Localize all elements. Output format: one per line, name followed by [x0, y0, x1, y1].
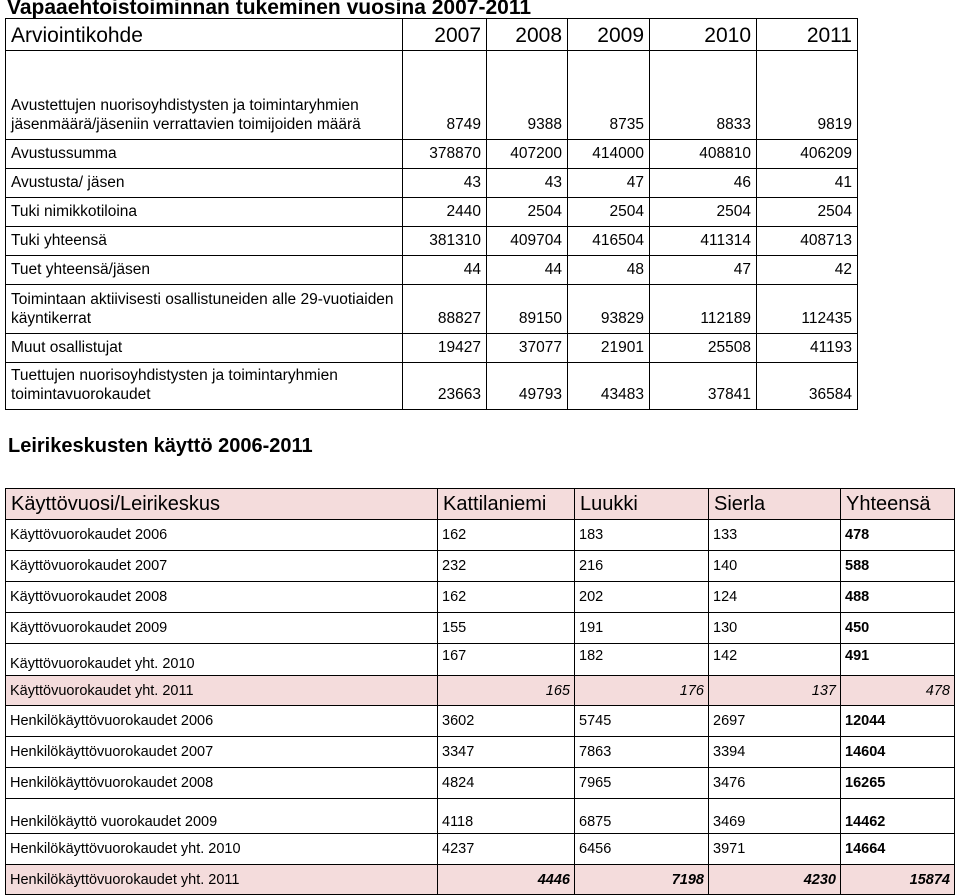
cell-value: 2504 [757, 198, 858, 227]
row-label: Henkilökäyttövuorokaudet 2008 [6, 768, 438, 799]
row-label: Käyttövuorokaudet 2008 [6, 582, 438, 613]
cell-value: 41193 [757, 334, 858, 363]
cell-value: 3602 [438, 706, 575, 737]
cell-value: 37077 [487, 334, 568, 363]
cell-value: 381310 [403, 227, 487, 256]
column-header: Luukki [575, 489, 709, 520]
table-row [6, 737, 955, 768]
cell-value: 162 [438, 582, 575, 613]
table-row [6, 613, 955, 644]
table-row [6, 865, 955, 895]
cell-value: 8735 [568, 51, 650, 140]
table-row [6, 582, 955, 613]
cell-value: 6456 [575, 834, 709, 865]
cell-value: 48 [568, 256, 650, 285]
cell-value: 47 [650, 256, 757, 285]
cell-value: 182 [575, 644, 709, 676]
cell-value: 4230 [709, 865, 841, 895]
cell-value: 167 [438, 644, 575, 676]
cell-value: 5745 [575, 706, 709, 737]
cell-value: 176 [575, 676, 709, 706]
row-total: 16265 [841, 768, 955, 799]
table-row [6, 51, 858, 140]
table-header-row [6, 489, 955, 520]
row-total: 478 [841, 520, 955, 551]
cell-value: 21901 [568, 334, 650, 363]
row-label: Henkilökäyttö vuorokaudet 2009 [6, 799, 438, 834]
cell-value: 4118 [438, 799, 575, 834]
cell-value: 112435 [757, 285, 858, 334]
cell-value: 42 [757, 256, 858, 285]
cell-value: 408810 [650, 140, 757, 169]
row-label: Muut osallistujat [6, 334, 403, 363]
cell-value: 416504 [568, 227, 650, 256]
column-header: Yhteensä [841, 489, 955, 520]
cell-value: 183 [575, 520, 709, 551]
cell-value: 2440 [403, 198, 487, 227]
table-row [6, 706, 955, 737]
section-title: Leirikeskusten käyttö 2006-2011 [8, 435, 313, 457]
cell-value: 191 [575, 613, 709, 644]
row-label: Henkilökäyttövuorokaudet yht. 2010 [6, 834, 438, 865]
row-total: 14604 [841, 737, 955, 768]
table-row [6, 256, 858, 285]
cell-value: 19427 [403, 334, 487, 363]
column-header: 2007 [403, 19, 487, 51]
cell-value: 137 [709, 676, 841, 706]
row-total: 15874 [841, 865, 955, 895]
row-label: Avustussumma [6, 140, 403, 169]
cell-value: 130 [709, 613, 841, 644]
cell-value: 8749 [403, 51, 487, 140]
support-table [5, 18, 858, 410]
table-row [6, 551, 955, 582]
cell-value: 43483 [568, 363, 650, 410]
column-header: 2009 [568, 19, 650, 51]
cell-value: 378870 [403, 140, 487, 169]
cell-value: 93829 [568, 285, 650, 334]
table-row [6, 520, 955, 551]
row-label: Tuki yhteensä [6, 227, 403, 256]
cell-value: 9819 [757, 51, 858, 140]
cell-value: 8833 [650, 51, 757, 140]
row-label: Käyttövuorokaudet 2006 [6, 520, 438, 551]
cell-value: 140 [709, 551, 841, 582]
row-total: 488 [841, 582, 955, 613]
column-header: Kattilaniemi [438, 489, 575, 520]
cell-value: 49793 [487, 363, 568, 410]
cell-value: 3469 [709, 799, 841, 834]
row-total: 588 [841, 551, 955, 582]
cell-value: 23663 [403, 363, 487, 410]
cell-value: 9388 [487, 51, 568, 140]
row-total: 14462 [841, 799, 955, 834]
cell-value: 232 [438, 551, 575, 582]
cell-value: 409704 [487, 227, 568, 256]
column-header: Sierla [709, 489, 841, 520]
column-header: Käyttövuosi/Leirikeskus [6, 489, 438, 520]
row-label: Käyttövuorokaudet 2007 [6, 551, 438, 582]
cell-value: 36584 [757, 363, 858, 410]
cell-value: 155 [438, 613, 575, 644]
row-label: Toimintaan aktiivisesti osallistuneiden alle 29-vuotiaiden käyntikerrat [6, 285, 403, 334]
cell-value: 7198 [575, 865, 709, 895]
cell-value: 41 [757, 169, 858, 198]
cell-value: 6875 [575, 799, 709, 834]
table-row [6, 169, 858, 198]
row-label: Avustettujen nuorisoyhdistysten ja toimintaryhmien jäsenmäärä/jäseniin verrattavien toimijoiden määrä [6, 51, 403, 140]
cell-value: 7965 [575, 768, 709, 799]
table-header-row [6, 19, 858, 51]
cell-value: 2504 [568, 198, 650, 227]
cell-value: 43 [487, 169, 568, 198]
table-row [6, 768, 955, 799]
cell-value: 3394 [709, 737, 841, 768]
cell-value: 46 [650, 169, 757, 198]
cell-value: 406209 [757, 140, 858, 169]
cell-value: 216 [575, 551, 709, 582]
table-row [6, 644, 955, 676]
row-label: Tuettujen nuorisoyhdistysten ja toimintaryhmien toimintavuorokaudet [6, 363, 403, 410]
row-label: Avustusta/ jäsen [6, 169, 403, 198]
cell-value: 407200 [487, 140, 568, 169]
table-row [6, 140, 858, 169]
cell-value: 7863 [575, 737, 709, 768]
cell-value: 25508 [650, 334, 757, 363]
row-label: Henkilökäyttövuorokaudet yht. 2011 [6, 865, 438, 895]
table-row [6, 676, 955, 706]
cell-value: 4446 [438, 865, 575, 895]
row-label: Henkilökäyttövuorokaudet 2006 [6, 706, 438, 737]
cell-value: 4824 [438, 768, 575, 799]
cell-value: 133 [709, 520, 841, 551]
cell-value: 88827 [403, 285, 487, 334]
row-total: 450 [841, 613, 955, 644]
cell-value: 3971 [709, 834, 841, 865]
column-header: Arviointikohde [6, 19, 403, 51]
cell-value: 414000 [568, 140, 650, 169]
camp-usage-table [5, 488, 955, 895]
column-header: 2011 [757, 19, 858, 51]
row-label: Käyttövuorokaudet 2009 [6, 613, 438, 644]
row-label: Henkilökäyttövuorokaudet 2007 [6, 737, 438, 768]
cell-value: 2697 [709, 706, 841, 737]
cell-value: 165 [438, 676, 575, 706]
cell-value: 4237 [438, 834, 575, 865]
row-label: Tuki nimikkotiloina [6, 198, 403, 227]
table-row [6, 834, 955, 865]
cell-value: 44 [403, 256, 487, 285]
cell-value: 37841 [650, 363, 757, 410]
cell-value: 112189 [650, 285, 757, 334]
row-total: 12044 [841, 706, 955, 737]
row-total: 478 [841, 676, 955, 706]
column-header: 2008 [487, 19, 568, 51]
cell-value: 162 [438, 520, 575, 551]
table-row [6, 285, 858, 334]
column-header: 2010 [650, 19, 757, 51]
cell-value: 2504 [487, 198, 568, 227]
row-label: Tuet yhteensä/jäsen [6, 256, 403, 285]
table-row [6, 799, 955, 834]
cell-value: 3347 [438, 737, 575, 768]
cell-value: 89150 [487, 285, 568, 334]
table-row [6, 363, 858, 410]
cell-value: 411314 [650, 227, 757, 256]
row-total: 14664 [841, 834, 955, 865]
cell-value: 43 [403, 169, 487, 198]
cell-value: 124 [709, 582, 841, 613]
cell-value: 142 [709, 644, 841, 676]
cell-value: 202 [575, 582, 709, 613]
table-row [6, 198, 858, 227]
cell-value: 408713 [757, 227, 858, 256]
cell-value: 44 [487, 256, 568, 285]
cell-value: 47 [568, 169, 650, 198]
page-title: Vapaaehtoistoiminnan tukeminen vuosina 2007-2011 [7, 0, 532, 19]
row-label: Käyttövuorokaudet yht. 2010 [6, 644, 438, 676]
table-row [6, 334, 858, 363]
table-row [6, 227, 858, 256]
cell-value: 3476 [709, 768, 841, 799]
cell-value: 2504 [650, 198, 757, 227]
row-label: Käyttövuorokaudet yht. 2011 [6, 676, 438, 706]
row-total: 491 [841, 644, 955, 676]
